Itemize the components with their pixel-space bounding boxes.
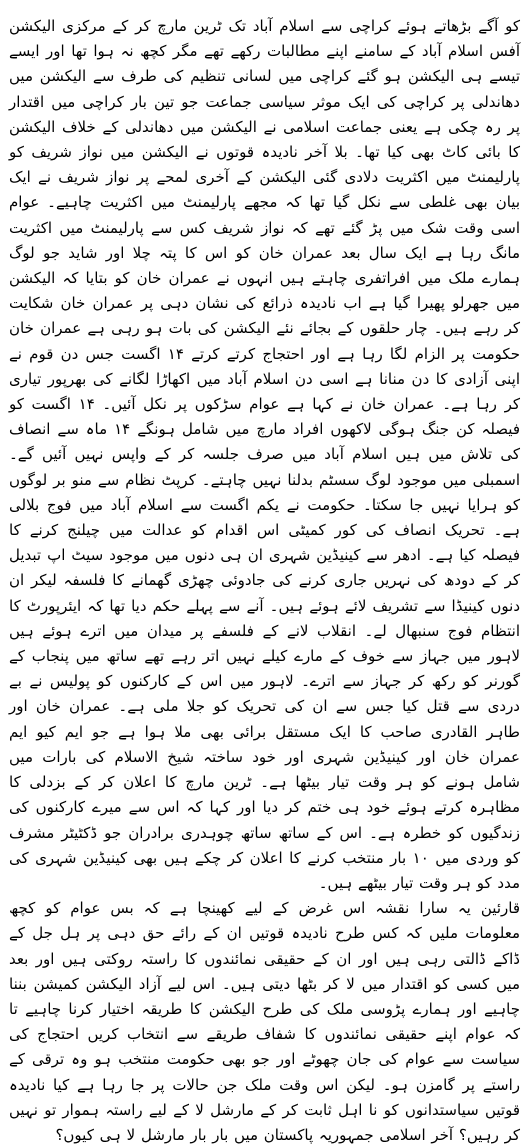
article-paragraph-2: قارئین یہ سارا نقشہ اس غرض کے لیے کھینچا ہے کہ بس عوام کو کچھ معلومات ملیں کہ کس طرح نادیدہ قوتیں ان کے رائے حق دہی پر ہل جل کے ڈاکے ڈالتی رہی ہیں اور ان کے حقیقی نمائندوں کا راستہ روکتی ہیں اور بعد میں کسی کو اقتدار میں لا کر بٹھا دیتی ہیں۔ اس لیے آزاد الیکشن کمیشن بننا چاہیے اور ہمارے پڑوسی ملک کی طرح الیکشن کا طریقہ اختیار کرنا چاہیے تا کہ عوام اپنے حقیقی نمائندوں کا شفاف طریقے سے انتخاب کریں احتجاج کی سیاست سے عوام کی جان چھوٹے اور جو بھی حکومت منتخب ہو وہ ترقی کے راستے پر گامزن ہو۔ لیکن اس وقت ملک جن حالات پر جا رہا ہے کیا نادیدہ قوتیں سیاستدانوں کو نا اہل ثابت کر کے مارشل لا کے لیے راستہ ہموار تو نہیں کر رہیں؟ آخر اسلامی جمہوریہ پاکستان میں بار بار مارشل لا ہی کیوں؟ bbox=[9, 899, 520, 1144]
article-paragraph-1: کو آگے بڑھاتے ہوئے کراچی سے اسلام آباد تک ٹرین مارچ کر کے مرکزی الیکشن آفس اسلام آباد کے سامنے اپنے مطالبات رکھے تھے مگر کچھ نہ ہوا تھا اور ایسے تیسے ہی الیکشن ہو گئے کراچی میں لسانی تنظیم کی طرف سے الیکشن میں دھاندلی پر کراچی کی ایک موثر سیاسی جماعت جو تین بار کراچی میں اقتدار پر رہ چکی ہے یعنی جماعت اسلامی نے الیکشن میں دھاندلی کے خلاف الیکشن کا بائی کاٹ بھی کیا تھا۔ بلا آخر نادیدہ قوتوں نے الیکشن میں نواز شریف کو پارلیمنٹ میں اکثریت دلادی گئی الیکشن کے آخری لمحے پر نواز شریف نے ایک بیان بھی غلطی سے نکل گیا تھا کہ مجھے پارلیمنٹ میں اکثریت چاہیے۔ عوام اسی وقت شک میں پڑ گئے تھے کہ نواز شریف کس سے پارلیمنٹ میں اکثریت مانگ رہا ہے ایک سال بعد عمران خان کو اس کا پتہ چلا اور شاید جو لوگ ہمارے ملک میں افراتفری چاہتے ہیں انہوں نے عمران خان کو بتایا کہ الیکشن میں جھرلو پھیرا گیا ہے اب نادیدہ ذرائع کی نشان دہی پر عمران خان شکایت کر رہے ہیں۔ چار حلقوں کے بجائے نئے الیکشن کی بات ہو رہی ہے عمران خان حکومت پر الزام لگا رہا ہے اور احتجاج کرتے کرتے ۱۴ اگست جس دن قوم نے اپنی آزادی کا دن منانا ہے اسی دن اسلام آباد میں اکھاڑا لگانے کی بھرپور تیاری کر رہا ہے۔ عمران خان نے کہا ہے عوام سڑکوں پر نکل آئیں۔ ۱۴ اگست کو فیصلہ کن جنگ ہوگی لاکھوں افراد مارچ میں شامل ہونگے ۱۴ ماہ سے انصاف کی تلاش میں ہیں اسلام آباد میں صرف جلسہ کر کے واپس نہیں آئیں گے۔ اسمبلی میں موجود لوگ سسٹم بدلنا نہیں چاہتے۔ کرپٹ نظام سے منو بر لوگوں کو ہرایا نہیں جا سکتا۔ حکومت نے یکم اگست سے اسلام آباد میں فوج بلالی ہے۔ تحریک انصاف کی کور کمیٹی اس اقدام کو عدالت میں چیلنج کرنے کا فیصلہ کیا ہے۔ ادھر سے کینیڈین شہری ان ہی دنوں میں موجود سیٹ اپ تبدیل کر کے دودھ کی نہریں جاری کرنے کی جادوئی چھڑی گھمانے کا فلسفہ لیکر ان دنوں کینیڈا سے تشریف لائے ہوئے ہیں۔ آنے سے پہلے حکم دیا تھا کہ ایئرپورٹ کا انتظام فوج سنبھال لے۔ انقلاب لانے کے فلسفے پر میدان میں اترے ہوئے ہیں لاہور میں جہاز سے خوف کے مارے کیلے نہیں اتر رہے تھے ساتھ میں پنجاب کے گورنر کو رکھ کر جہاز سے اترے۔ لاہور میں اس کے کارکنوں کو پولیس نے بے دردی سے قتل کیا جس سے ان کی تحریک کو جلا ملی ہے۔ عمران خان اور طاہر القادری صاحب کا ایک مستقل برائی بھی ملا ہوا ہے جو ایم کیو ایم عمران خان اور کینیڈین شہری اور خود ساختہ شیخ الاسلام کی بارات میں شامل ہونے کو ہر وقت تیار بیٹھا ہے۔ ٹرین مارچ کا اعلان کر کے بزدلی کا مظاہرہ کرتے ہوئے خود ہی ختم کر دیا اور کہا کہ اس سے میرے کارکنوں کی زندگیوں کو خطرہ ہے۔ اس کے ساتھ ساتھ چوہدری برادران جو ڈکٹیٹر مشرف کو وردی میں ۱۰ بار منتخب کرنے کا اعلان کر چکے ہیں بھی کینیڈین شہری کی مدد کو ہر وقت تیار بیٹھے ہیں۔ bbox=[9, 17, 520, 892]
